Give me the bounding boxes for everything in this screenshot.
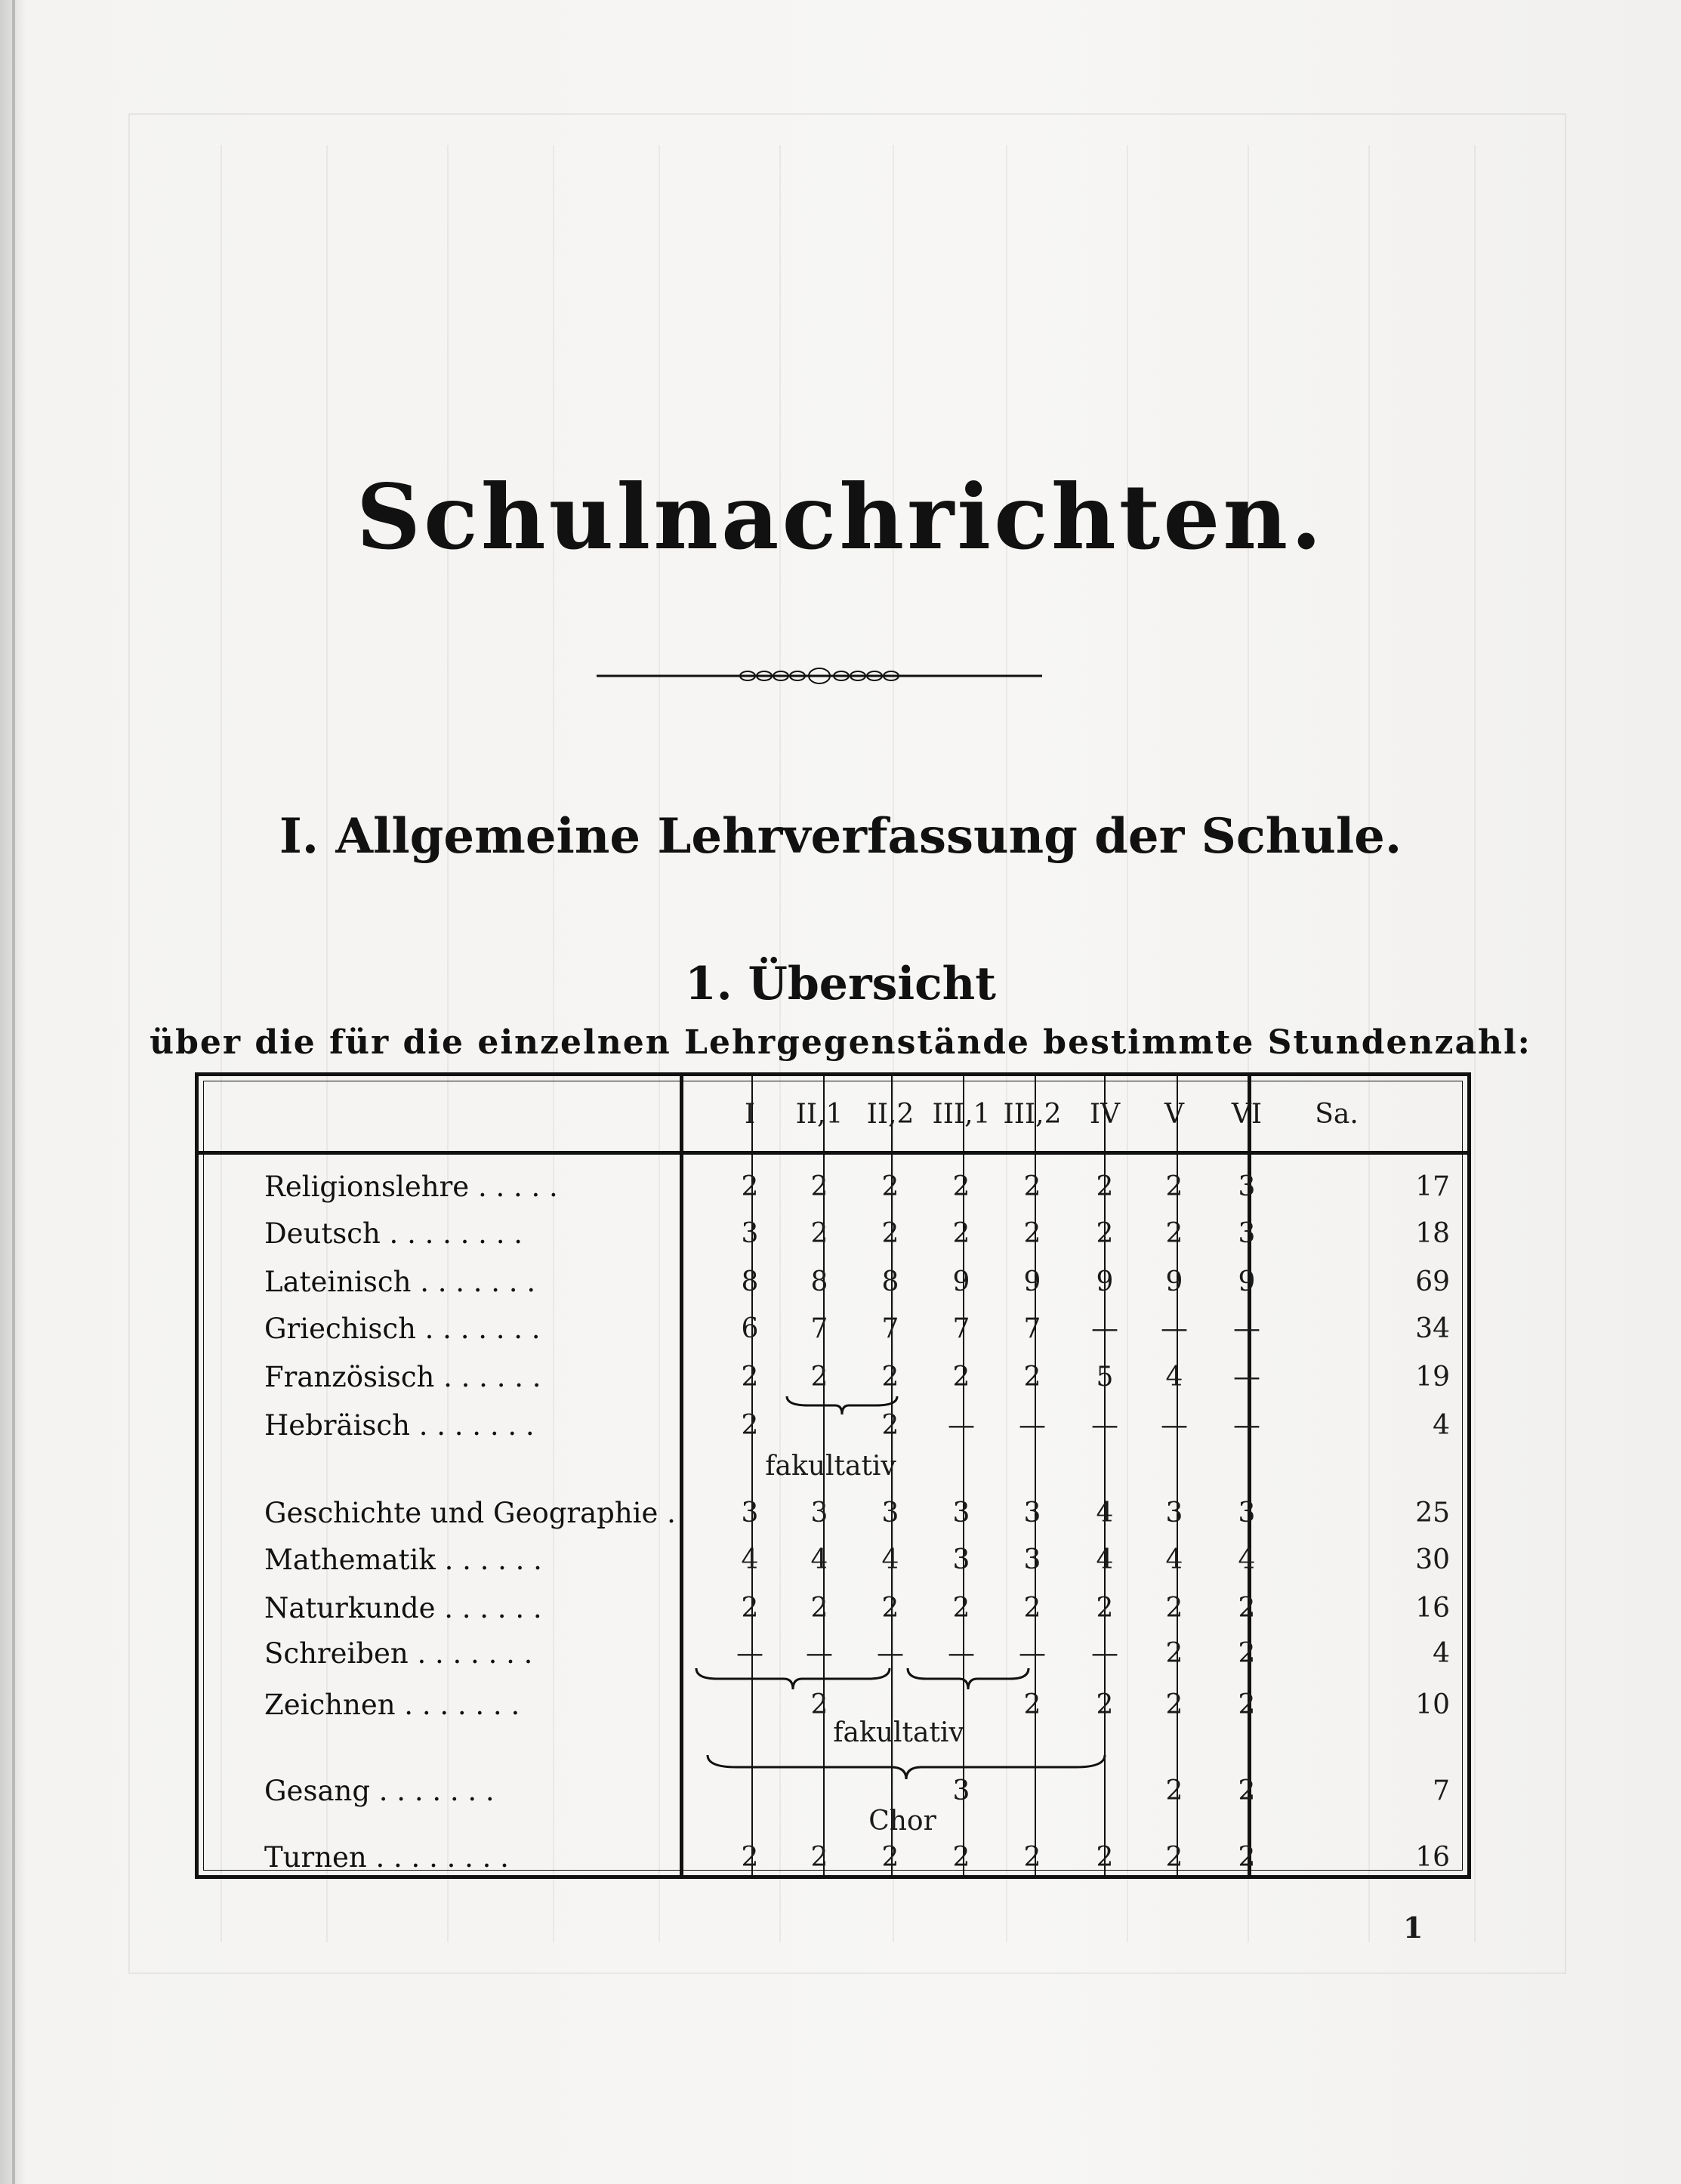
subject-label: Griechisch . . . . . . .: [264, 1313, 541, 1345]
row-sum: 17: [1415, 1171, 1450, 1202]
hours-cell: 2: [1238, 1638, 1256, 1669]
column-header: IV: [1089, 1099, 1121, 1130]
subject-label: Lateinisch . . . . . . .: [264, 1266, 536, 1298]
hours-cell: 2: [1165, 1842, 1183, 1873]
hours-cell: 2: [810, 1593, 828, 1624]
row-sum: 25: [1415, 1498, 1450, 1528]
hours-cell: 2: [1165, 1218, 1183, 1249]
hours-cell: 2: [741, 1362, 759, 1393]
hours-cell: 3: [1023, 1498, 1041, 1528]
hours-cell: —: [806, 1638, 833, 1669]
hours-cell: 2: [1238, 1593, 1256, 1624]
hours-cell: 8: [741, 1266, 759, 1297]
hours-cell: —: [1019, 1638, 1046, 1669]
hours-cell: 2: [881, 1593, 899, 1624]
row-sum: 16: [1415, 1842, 1450, 1873]
hours-cell: 5: [1096, 1362, 1114, 1393]
hours-cell: 9: [952, 1266, 970, 1297]
hours-cell: 3: [1238, 1171, 1256, 1202]
brace-schreiben-left: [695, 1665, 891, 1692]
hours-cell: 2: [1096, 1689, 1114, 1720]
row-sum: 16: [1415, 1593, 1450, 1624]
hours-cell: 3: [1165, 1498, 1183, 1528]
hours-cell: 2: [1023, 1362, 1041, 1393]
hours-cell: [716, 1690, 784, 1720]
hours-cell: 2: [881, 1410, 899, 1441]
hours-cell: 2: [1096, 1218, 1114, 1249]
brace-gesang: [706, 1752, 1106, 1782]
subject-label: Turnen . . . . . . . .: [264, 1841, 509, 1874]
hours-cell: 2: [1023, 1842, 1041, 1873]
hours-cell: 2: [952, 1842, 970, 1873]
hours-cell: 2: [1096, 1171, 1114, 1202]
subject-label: Französisch . . . . . .: [264, 1361, 541, 1393]
hours-cell: 7: [952, 1313, 970, 1344]
subject-label: Religionslehre . . . . .: [264, 1171, 558, 1203]
hours-cell: 7: [810, 1313, 828, 1344]
hours-cell: 8: [810, 1266, 828, 1297]
hours-cell: 2: [1023, 1593, 1041, 1624]
ornament-divider: [597, 665, 1042, 687]
hours-cell: 2: [741, 1842, 759, 1873]
hours-cell: 3: [881, 1498, 899, 1528]
hours-cell: 2: [1238, 1842, 1256, 1873]
hours-cell: 2: [1165, 1775, 1183, 1806]
hours-cell: [856, 1690, 924, 1720]
hours-cell: —: [1161, 1313, 1188, 1344]
hours-cell: 7: [881, 1313, 899, 1344]
hours-cell: 2: [741, 1593, 759, 1624]
hours-cell: 2: [810, 1218, 828, 1249]
subject-label: Hebräisch . . . . . . .: [264, 1409, 535, 1442]
row-sum: 19: [1415, 1362, 1450, 1393]
subject-label: Naturkunde . . . . . .: [264, 1592, 542, 1624]
section-heading: I. Allgemeine Lehrverfassung der Schule.: [279, 808, 1402, 865]
column-header: III,1: [932, 1099, 991, 1130]
hours-cell: 4: [1096, 1544, 1114, 1575]
hours-cell: 2: [1165, 1593, 1183, 1624]
page-number: 1: [1403, 1911, 1423, 1945]
hours-cell: —: [1019, 1410, 1046, 1441]
hours-cell: 9: [1096, 1266, 1114, 1297]
hours-cell: 4: [810, 1544, 828, 1575]
hours-cell: 7: [1023, 1313, 1041, 1344]
hours-cell: 2: [810, 1689, 828, 1720]
brace-schreiben-right: [906, 1665, 1031, 1692]
hours-cell: —: [1233, 1362, 1260, 1393]
hours-cell: 2: [1238, 1775, 1256, 1806]
subsection-subheading: über die für die einzelnen Lehrgegenstände bestimmte Stundenzahl:: [150, 1023, 1531, 1062]
hours-cell: 9: [1238, 1266, 1256, 1297]
hours-cell: 2: [810, 1842, 828, 1873]
binding-edge: [12, 0, 15, 2184]
subsection-heading: 1. Übersicht: [684, 958, 997, 1010]
hours-cell: 3: [1023, 1544, 1041, 1575]
hours-cell: —: [1233, 1313, 1260, 1344]
column-header: VI: [1231, 1099, 1263, 1130]
hours-cell: 2: [1023, 1171, 1041, 1202]
table-header-rule: [195, 1151, 1471, 1155]
hours-cell: 3: [741, 1498, 759, 1528]
hours-cell: 2: [1023, 1689, 1041, 1720]
hours-cell: 4: [1165, 1362, 1183, 1393]
hours-cell: 2: [741, 1171, 759, 1202]
page-title: Schulnachrichten.: [356, 464, 1325, 569]
hours-cell: —: [948, 1410, 975, 1441]
hours-cell: 3: [810, 1498, 828, 1528]
hours-cell: 6: [741, 1313, 759, 1344]
subject-label: Zeichnen . . . . . . .: [264, 1689, 520, 1721]
hours-cell: 2: [952, 1362, 970, 1393]
hours-cell: 2: [1023, 1218, 1041, 1249]
hours-cell: —: [1233, 1410, 1260, 1441]
hours-cell: 9: [1165, 1266, 1183, 1297]
hours-cell: 4: [881, 1544, 899, 1575]
hours-cell: 3: [1238, 1218, 1256, 1249]
note-gesang: Chor: [868, 1806, 936, 1837]
hours-cell: 2: [881, 1362, 899, 1393]
row-sum: 10: [1415, 1689, 1450, 1720]
hours-cell: —: [1091, 1638, 1118, 1669]
hours-cell: 3: [741, 1218, 759, 1249]
row-sum: 4: [1433, 1410, 1450, 1441]
hours-cell: —: [736, 1638, 763, 1669]
subject-label: Gesang . . . . . . .: [264, 1775, 495, 1807]
hours-cell: —: [877, 1638, 904, 1669]
hours-cell: 2: [1238, 1689, 1256, 1720]
hours-cell: 4: [1238, 1544, 1256, 1575]
hours-cell: 8: [881, 1266, 899, 1297]
row-sum: 18: [1415, 1218, 1450, 1249]
hours-cell: 2: [1096, 1593, 1114, 1624]
hours-cell: 2: [952, 1593, 970, 1624]
hours-cell: 4: [1096, 1498, 1114, 1528]
hours-cell: 2: [1165, 1689, 1183, 1720]
hours-cell: 4: [741, 1544, 759, 1575]
hours-cell: 2: [881, 1171, 899, 1202]
subject-label: Schreiben . . . . . . .: [264, 1637, 533, 1670]
hours-cell: 2: [741, 1410, 759, 1441]
hours-cell: 2: [881, 1842, 899, 1873]
column-header: II,1: [795, 1099, 844, 1130]
hours-cell: 2: [810, 1362, 828, 1393]
subject-label: Deutsch . . . . . . . .: [264, 1217, 523, 1250]
hours-cell: 2: [810, 1171, 828, 1202]
hours-cell: 4: [1165, 1544, 1183, 1575]
hours-cell: 3: [952, 1544, 970, 1575]
hours-cell: 3: [952, 1775, 970, 1806]
column-header: II,2: [866, 1099, 915, 1130]
hours-cell: 9: [1023, 1266, 1041, 1297]
row-sum: 34: [1415, 1313, 1450, 1344]
brace-franzoesisch: [785, 1393, 899, 1416]
hours-cell: 2: [1165, 1638, 1183, 1669]
subject-label: Geschichte und Geographie .: [264, 1497, 676, 1529]
column-header: III,2: [1003, 1099, 1062, 1130]
sum-column-header: Sa.: [1315, 1099, 1359, 1130]
note-hebraeisch: fakultativ: [765, 1451, 896, 1482]
hours-cell: —: [1161, 1410, 1188, 1441]
row-sum: 4: [1433, 1638, 1450, 1669]
column-rule: [680, 1076, 683, 1875]
subject-label: Mathematik . . . . . .: [264, 1544, 542, 1576]
hours-cell: 2: [952, 1171, 970, 1202]
hours-cell: 2: [1096, 1842, 1114, 1873]
hours-cell: 3: [952, 1498, 970, 1528]
hours-cell: —: [1091, 1410, 1118, 1441]
row-sum: 30: [1415, 1544, 1450, 1575]
hours-cell: —: [948, 1638, 975, 1669]
hours-cell: [927, 1690, 995, 1720]
column-header: V: [1164, 1099, 1184, 1130]
hours-cell: —: [1091, 1313, 1118, 1344]
hours-cell: 2: [952, 1218, 970, 1249]
hours-cell: 2: [1165, 1171, 1183, 1202]
hours-cell: 3: [1238, 1498, 1256, 1528]
row-sum: 7: [1433, 1775, 1450, 1806]
row-sum: 69: [1415, 1266, 1450, 1297]
column-header: I: [744, 1099, 756, 1130]
note-zeichnen: fakultativ: [833, 1717, 964, 1748]
hours-cell: 2: [881, 1218, 899, 1249]
